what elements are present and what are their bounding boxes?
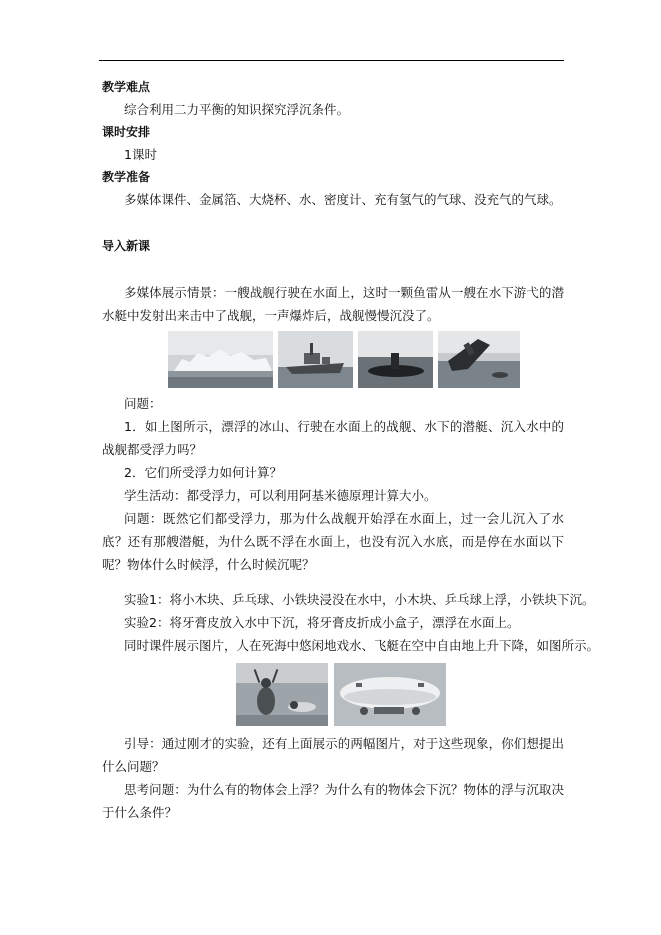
- experiment-2: 实验2：将牙膏皮放入水中下沉，将牙膏皮折成小盒子，漂浮在水面上。: [124, 615, 520, 630]
- submarine-photo: [358, 331, 433, 388]
- schedule-text: 1课时: [124, 147, 157, 162]
- student-activity: 学生活动：都受浮力，可以利用阿基米德原理计算大小。: [124, 488, 437, 503]
- question-2: 2．它们所受浮力如何计算？: [124, 465, 282, 480]
- header-rule: [99, 60, 564, 61]
- difficulty-text: 综合利用二力平衡的知识探究浮沉条件。: [124, 102, 350, 117]
- warship-photo: [278, 331, 353, 388]
- guide-text: 引导：通过刚才的实验，还有上面展示的两幅图片，对于这些现象，你们想提出什么问题？: [102, 736, 564, 774]
- airship-photo: [334, 663, 446, 726]
- courseware-text: 同时课件展示图片，人在死海中悠闲地戏水、飞艇在空中自由地上升下降，如图所示。: [124, 638, 600, 653]
- document-body: [102, 76, 600, 824]
- dead-sea-photo: [236, 663, 328, 726]
- iceberg-photo: [168, 331, 273, 388]
- think-text: 思考问题：为什么有的物体会上浮？为什么有的物体会下沉？物体的浮与沉取决于什么条件？: [102, 782, 564, 820]
- difficulty-heading: 教学难点: [102, 80, 151, 94]
- floating-photo-row: [236, 663, 564, 726]
- schedule-heading: 课时安排: [102, 125, 151, 139]
- prep-text: 多媒体课件、金属箔、大烧杯、水、密度计、充有氢气的气球、没充气的气球。: [124, 192, 562, 207]
- experiment-1: 实验1：将小木块、乒乓球、小铁块浸没在水中，小木块、乒乓球上浮，小铁块下沉。: [124, 592, 595, 607]
- question-label: 问题：: [124, 396, 162, 411]
- ships-photo-row: [168, 331, 564, 388]
- prep-heading: 教学准备: [102, 170, 151, 184]
- question-1: 1．如上图所示，漂浮的冰山、行驶在水面上的战舰、水下的潜艇、沉入水中的战舰都受浮力吗？: [102, 419, 564, 457]
- intro-heading: 导入新课: [102, 239, 151, 253]
- scenario-text: 多媒体展示情景：一艘战舰行驶在水面上，这时一颗鱼雷从一艘在水下游弋的潜水艇中发射出来击中了战舰，一声爆炸后，战舰慢慢沉没了。: [102, 285, 564, 323]
- sinking-ship-photo: [438, 331, 520, 388]
- question-3: 问题：既然它们都受浮力，那为什么战舰开始浮在水面上，过一会儿沉入了水底？还有那艘潜艇，为什么既不浮在水面上，也没有沉入水底，而是停在水面以下呢？物体什么时候浮，什么时候沉呢？: [102, 511, 564, 572]
